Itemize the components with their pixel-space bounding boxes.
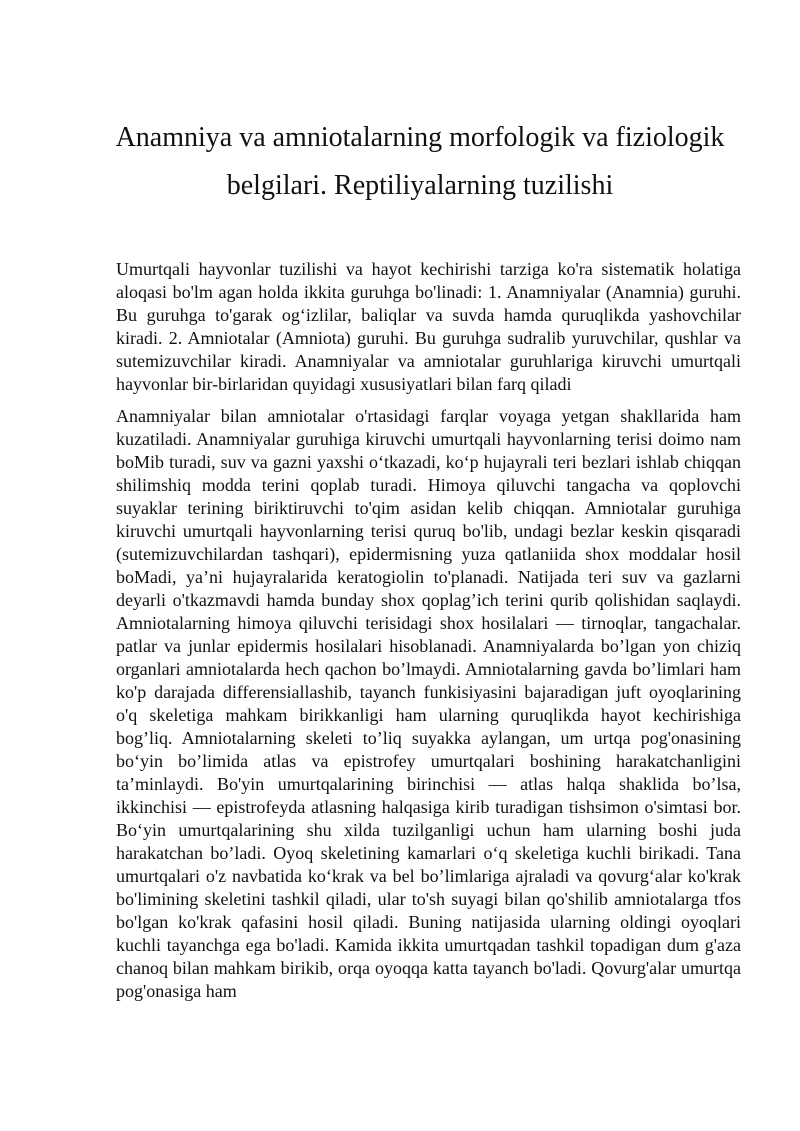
document-body (116, 258, 741, 1012)
paragraph: Umurtqali hayvonlar tuzilishi va hayot kechirishi tarziga ko'ra sistematik holatiga aloqasi bo'lm agan holda ikkita guruhga bo'linadi: 1. Anamniyalar (Anamnia) guruhi. Bu guruhga to'garak og‘izlilar, baliqlar va suvda hamda quruqlikda yashovchilar kiradi. 2. Amniotalar (Amniota) guruhi. Bu guruhga sudralib yuruvchilar, qushlar va sutemizuvchilar kiradi. Anamniyalar va amniotalar guruhlariga kiruvchi umurtqali hayvonlar bir-birlaridan quyidagi xususiyatlari bilan farq qiladi (116, 259, 741, 394)
page-title: Anamniya va amniotalarning morfologik va fiziologik belgilari. Reptiliyalarning tuzilishi (115, 122, 725, 201)
paragraph: Anamniyalar bilan amniotalar o'rtasidagi farqlar voyaga yetgan shakllarida ham kuzatiladi. Anamniyalar guruhiga kiruvchi umurtqali hayvonlarning terisi doimo nam boMib turadi, suv va gazni yaxshi o‘tkazadi, ko‘p hujayrali teri bezlari ishlab chiqqan shilimshiq modda terini qoplab turadi. Himoya qiluvchi tangacha va qoplovchi suyaklar terining biriktiruvchi to'qim asidan kelib chiqqan. Amniotalar guruhiga kiruvchi umurtqali hayvonlarning terisi quruq bo'lib, undagi bezlar keskin qisqaradi (sutemizuvchilardan tashqari), epidermisning yuza qatlaniida shox moddalar hosil boMadi, ya’ni hujayralarida keratogiolin to'planadi. Natijada teri suv va gazlarni deyarli o'tkazmavdi hamda bunday shox qoplag’ich terini qurib qolishidan saqlaydi. Amniotalarning himoya qiluvchi terisidagi shox hosilalari — tirnoqlar, tangachalar. patlar va junlar epidermis hosilalari hisoblanadi. Anamniyalarda bo’lgan yon chiziq organlari amniotalarda hech qachon bo’lmaydi. Amniotalarning gavda bo’limlari ham ko'p darajada differensiallashib, tayanch funkisiyasini bajaradigan juft oyoqlarining o'q skeletiga mahkam birikkanligi ham ularning quruqlikda hayot kechirishiga bog’liq. Amniotalarning skeleti to’liq suyakka aylangan, um urtqa pog'onasining bo‘yin bo’limida atlas va epistrofey umurtqalari boshining harakatchanligini ta’minlaydi. Bo'yin umurtqalarining birinchisi — atlas halqa shaklida bo’lsa, ikkinchisi — epistrofeyda atlasning halqasiga kirib turadigan tishsimon o'simtasi bor. Bo‘yin umurtqalarining shu xilda tuzilganligi uchun ham ularning boshi juda harakatchan bo’ladi. Oyoq skeletining kamarlari o‘q skeletiga kuchli birikadi. Tana umurtqalari o'z navbatida ko‘krak va bel bo’limlariga ajraladi va qovurg‘alar ko'krak bo'limining skeletini tashkil qiladi, ular to'sh suyagi bilan qo'shilib amniotalarga tfos bo'lgan ko'krak qafasini hosil qiladi. Buning natijasida ularning oldingi oyoqlari kuchli tayanchga ega bo'ladi. Kamida ikkita umurtqadan tashkil topadigan dum g'aza chanoq bilan mahkam birikib, orqa oyoqqa katta tayanch bo'ladi. Qovurg'alar umurtqa pog'onasiga ham (116, 406, 741, 1001)
